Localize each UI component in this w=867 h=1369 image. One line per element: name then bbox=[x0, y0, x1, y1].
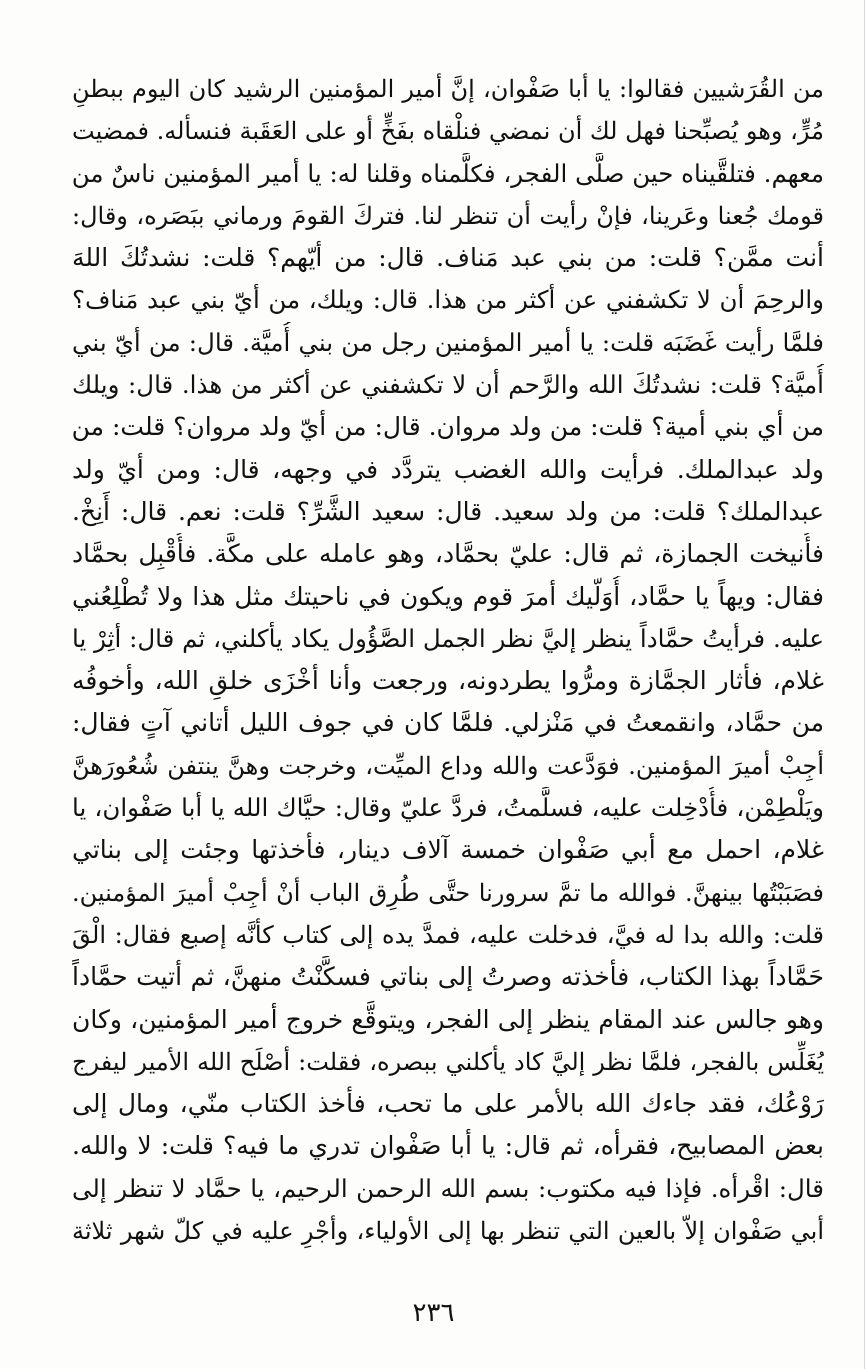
text-line: غلام، فأثار الجمَّازة ومرُّوا يطردونه، ورجعت وأنا أخْزَى خلقِ الله، وأخوفُه bbox=[72, 666, 824, 696]
text-line: من القُرَشيين فقالوا: يا أبا صَفْوان، إنَّ أمير المؤمنين الرشيد كان اليوم ببطنِ bbox=[72, 75, 824, 103]
text-line: قال: اقْرأه. فإذا فيه مكتوب: بسم الله الرحمن الرحيم، يا حمَّاد لا تنظر إلى bbox=[72, 1173, 824, 1203]
text-line: أنت ممَّن؟ قلت: من بني عبد مَناف. قال: من أيّهم؟ قلت: نشدتُكَ اللهَ bbox=[72, 243, 824, 273]
text-line: فصَبَبْتُها بينهنَّ. فوالله ما تمَّ سرورنا حتَّى طُرِق الباب أنْ أجِبْ أميرَ المؤمنين. bbox=[72, 878, 824, 907]
text-line: أجِبْ أميرَ المؤمنين. فوَدَّعت والله وداع الميِّت، وخرجت وهنَّ ينتفن شُعُورَهنَّ bbox=[72, 751, 824, 780]
text-line: قومك جُعنا وعَرينا، فإنْ رأيت أن تنظر لنا. فتركَ القومَ ورماني ببَصَره، وقال: bbox=[72, 201, 824, 230]
scan-edge-line bbox=[864, 0, 865, 1369]
text-line: عبدالملك؟ قلت: من ولد سعيد. قال: سعيد الشَّرِّ؟ قلت: نعم. قال: أَنِخْ. bbox=[72, 496, 824, 526]
text-line: مُرٍّ، وهو يُصبِّحنا فهل لك أن نمضي فنلْقاه بفَخٍّ أو على العَقَبة فنسأله. فمضيت bbox=[72, 117, 824, 146]
text-line: والرحِمَ أن لا تكشفني عن أكثر من هذا. قال: ويلك، من أيّ بني عبد مَناف؟ bbox=[72, 285, 824, 315]
text-line: قلت: والله بدا له فيَّ، فدخلت عليه، فمدَّ يده إلى كتاب كأنَّه إصبع فقال: الْقَ bbox=[72, 920, 824, 949]
text-line: من حمَّاد، وانقمعتُ في مَنْزلي. فلمَّا كان في جوف الليل أتاني آتٍ فقال: bbox=[72, 708, 824, 738]
text-line: غلام، احمل مع أبي صَفْوان خمسة آلاف دينار، فأخذتها وجئت إلى بناتي bbox=[72, 835, 824, 865]
text-line: فقال: ويهاً يا حمَّاد، أُوَلّيك أمرَ قوم ويكون في ناحيتك مثل هذا ولا تُطْلِعُني bbox=[72, 581, 824, 611]
text-line: فأُنيخت الجمازة، ثم قال: عليّ بحمَّاد، وهو عامله على مكَّة. فأُقْبِل بحمَّاد bbox=[72, 539, 824, 569]
text-line: وهو جالس عند المقام ينظر إلى الفجر، ويتوقَّع خروج أمير المؤمنين، وكان bbox=[72, 1004, 824, 1034]
text-line: رَوْعُك، فقد جاءك الله بالأمر على ما تحب، فأخذ الكتاب منّي، ومال إلى bbox=[72, 1089, 824, 1119]
page-number: ٢٣٦ bbox=[412, 1298, 455, 1328]
text-line: أبي صَفْوان إلاّ بالعين التي تنظر بها إلى الأولياء، وأجْرِ عليه في كلّ شهر ثلاثة bbox=[72, 1217, 824, 1246]
text-line: من أي بني أمية؟ قلت: من ولد مروان. قال: من أيّ ولد مروان؟ قلت: من bbox=[72, 412, 824, 442]
text-line: فلمَّا رأيت غَضَبَه قلت: يا أمير المؤمنين رجل من بني أُميَّة. قال: من أيّ بني bbox=[72, 327, 824, 357]
body-text bbox=[72, 68, 824, 1252]
text-line: عليه. فرأيتُ حمَّاداً ينظر إليَّ نظر الجمل الصَّؤُول يكاد يأكلني، ثم قال: أثِرْ يا bbox=[72, 623, 824, 653]
text-line: حَمَّاداً بهذا الكتاب، فأخذته وصرتُ إلى بناتي فسكَّنْتُ منهنَّ، ثم أتيت حمَّاداً bbox=[72, 962, 824, 992]
text-line: بعض المصابيح، فقرأه، ثم قال: يا أبا صَفْوان تدري ما فيه؟ قلت: لا والله. bbox=[72, 1131, 824, 1161]
text-line: معهم. فتلقَّيناه حين صلَّى الفجر، فكلَّمناه وقلنا له: يا أمير المؤمنين ناسٌ من bbox=[72, 158, 824, 188]
text-line: يُغَلِّس بالفجر، فلمَّا نظر إليَّ كاد يأكلني ببصره، فقلت: أصْلَح الله الأمير ليفرج bbox=[72, 1047, 824, 1076]
text-line: ويَلْطِمْن، فأُدْخِلت عليه، فسلَّمتُ، فردَّ عليّ وقال: حيَّاك الله يا أبا صَفْوان، يا bbox=[72, 793, 824, 823]
text-line: ولد عبدالملك. فرأيت والله الغضب يتردَّد في وجهه، قال: ومن أيّ ولد bbox=[72, 454, 824, 484]
text-line: أُميَّة؟ قلت: نشدتُكَ الله والرَّحم أن لا تكشفني عن أكثر من هذا. قال: ويلك bbox=[72, 370, 824, 400]
